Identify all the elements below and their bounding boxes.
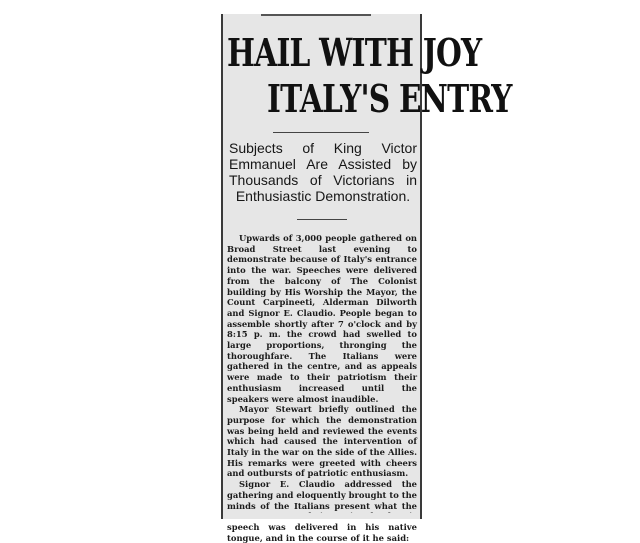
headline-line-2: ITALY'S ENTRY: [267, 76, 512, 121]
newspaper-column: [221, 14, 512, 543]
section-rule: [273, 132, 369, 133]
section-rule-short: [297, 219, 347, 220]
paragraph-1: Upwards of 3,000 people gathered on Broad Street last evening to demonstrate because of Italy's entrance into the war. Speeches were delivered from the balcony of The Colonist building by His Worship the Mayor, the Count Carpineeti, Alderman Dilworth and Signor E. Claudio. People began to assemble shortly after 7 o'clock and by 8:15 p. m. the crowd had swelled to large proportions, thronging the thoroughfare. The Italians were gathered in the centre, and as appeals were made to their patriotism their enthusiasm increased until the speakers were almost inaudible.: [227, 233, 417, 404]
paragraph-2: Mayor Stewart briefly outlined the purpose for which the demonstration was being held and reviewed the events which had caused the intervention of Italy in the war on the side of the Allies. His remarks were greeted with cheers and outbursts of patriotic enthusiasm.: [227, 404, 417, 479]
article-body: [227, 233, 417, 543]
subheadline: Subjects of King Victor Emmanuel Are Assisted by Thousands of Victorians in Enthusiastic Demonstration.: [229, 140, 417, 204]
headline-line-1: HAIL WITH JOY: [227, 30, 482, 75]
paragraph-3: Signor E. Claudio addressed the gathering and eloquently brought to the minds of the Italians present what the speech was delivered in his native tongue, and in the course of it he said:: [227, 479, 417, 543]
column-cut-edge: [223, 513, 420, 519]
top-rule: [261, 14, 371, 16]
